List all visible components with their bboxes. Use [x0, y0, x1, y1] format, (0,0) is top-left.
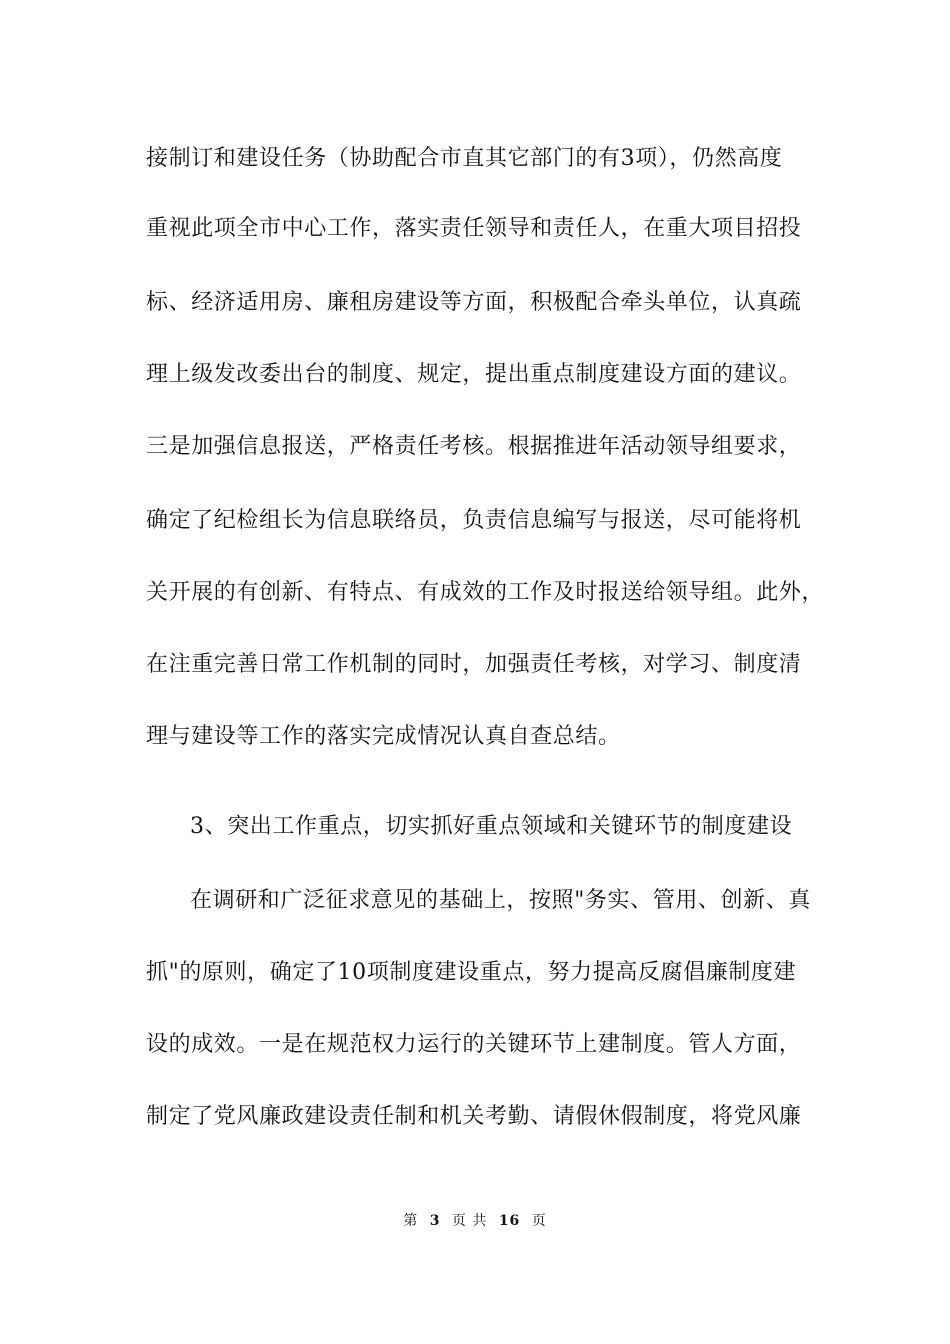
page-footer: [0, 1210, 950, 1230]
footer-prefix: 第: [403, 1213, 419, 1229]
body-text-line-2: 重视此项全市中心工作，落实责任领导和责任人，在重大项目招投: [146, 216, 802, 241]
body-text-line-14: 制定了党风廉政建设责任制和机关考勤、请假休假制度，将党风廉: [146, 1104, 802, 1129]
body-text-line-13: 设的成效。一是在规范权力运行的关键环节上建制度。管人方面，: [146, 1032, 802, 1057]
footer-total-pages: 16: [498, 1213, 521, 1229]
body-text-line-5: 三是加强信息报送，严格责任考核。根据推进年活动领导组要求，: [146, 434, 802, 459]
body-text-line-3: 标、经济适用房、廉租房建设等方面，积极配合牵头单位，认真疏: [146, 290, 802, 315]
body-text-line-11: 在调研和广泛征求意见的基础上，按照"务实、管用、创新、真: [190, 888, 811, 913]
body-text-line-6: 确定了纪检组长为信息联络员，负责信息编写与报送，尽可能将机: [146, 508, 802, 533]
footer-mid: 页 共: [451, 1213, 488, 1229]
body-text-line-12: 抓"的原则，确定了10项制度建设重点，努力提高反腐倡廉制度建: [146, 960, 797, 985]
section-heading: 3、突出工作重点，切实抓好重点领域和关键环节的制度建设: [190, 814, 793, 839]
body-text-line-8: 在注重完善日常工作机制的同时，加强责任考核，对学习、制度清: [146, 652, 802, 677]
footer-suffix: 页: [531, 1213, 547, 1229]
body-text-line-1: 接制订和建设任务（协助配合市直其它部门的有3项），仍然高度: [146, 146, 783, 171]
body-text-line-9: 理与建设等工作的落实完成情况认真自查总结。: [146, 724, 621, 749]
body-text-line-7: 关开展的有创新、有特点、有成效的工作及时报送给领导组。此外，: [146, 580, 825, 605]
body-text-line-4: 理上级发改委出台的制度、规定，提出重点制度建设方面的建议。: [146, 362, 802, 387]
footer-current-page: 3: [429, 1213, 441, 1229]
